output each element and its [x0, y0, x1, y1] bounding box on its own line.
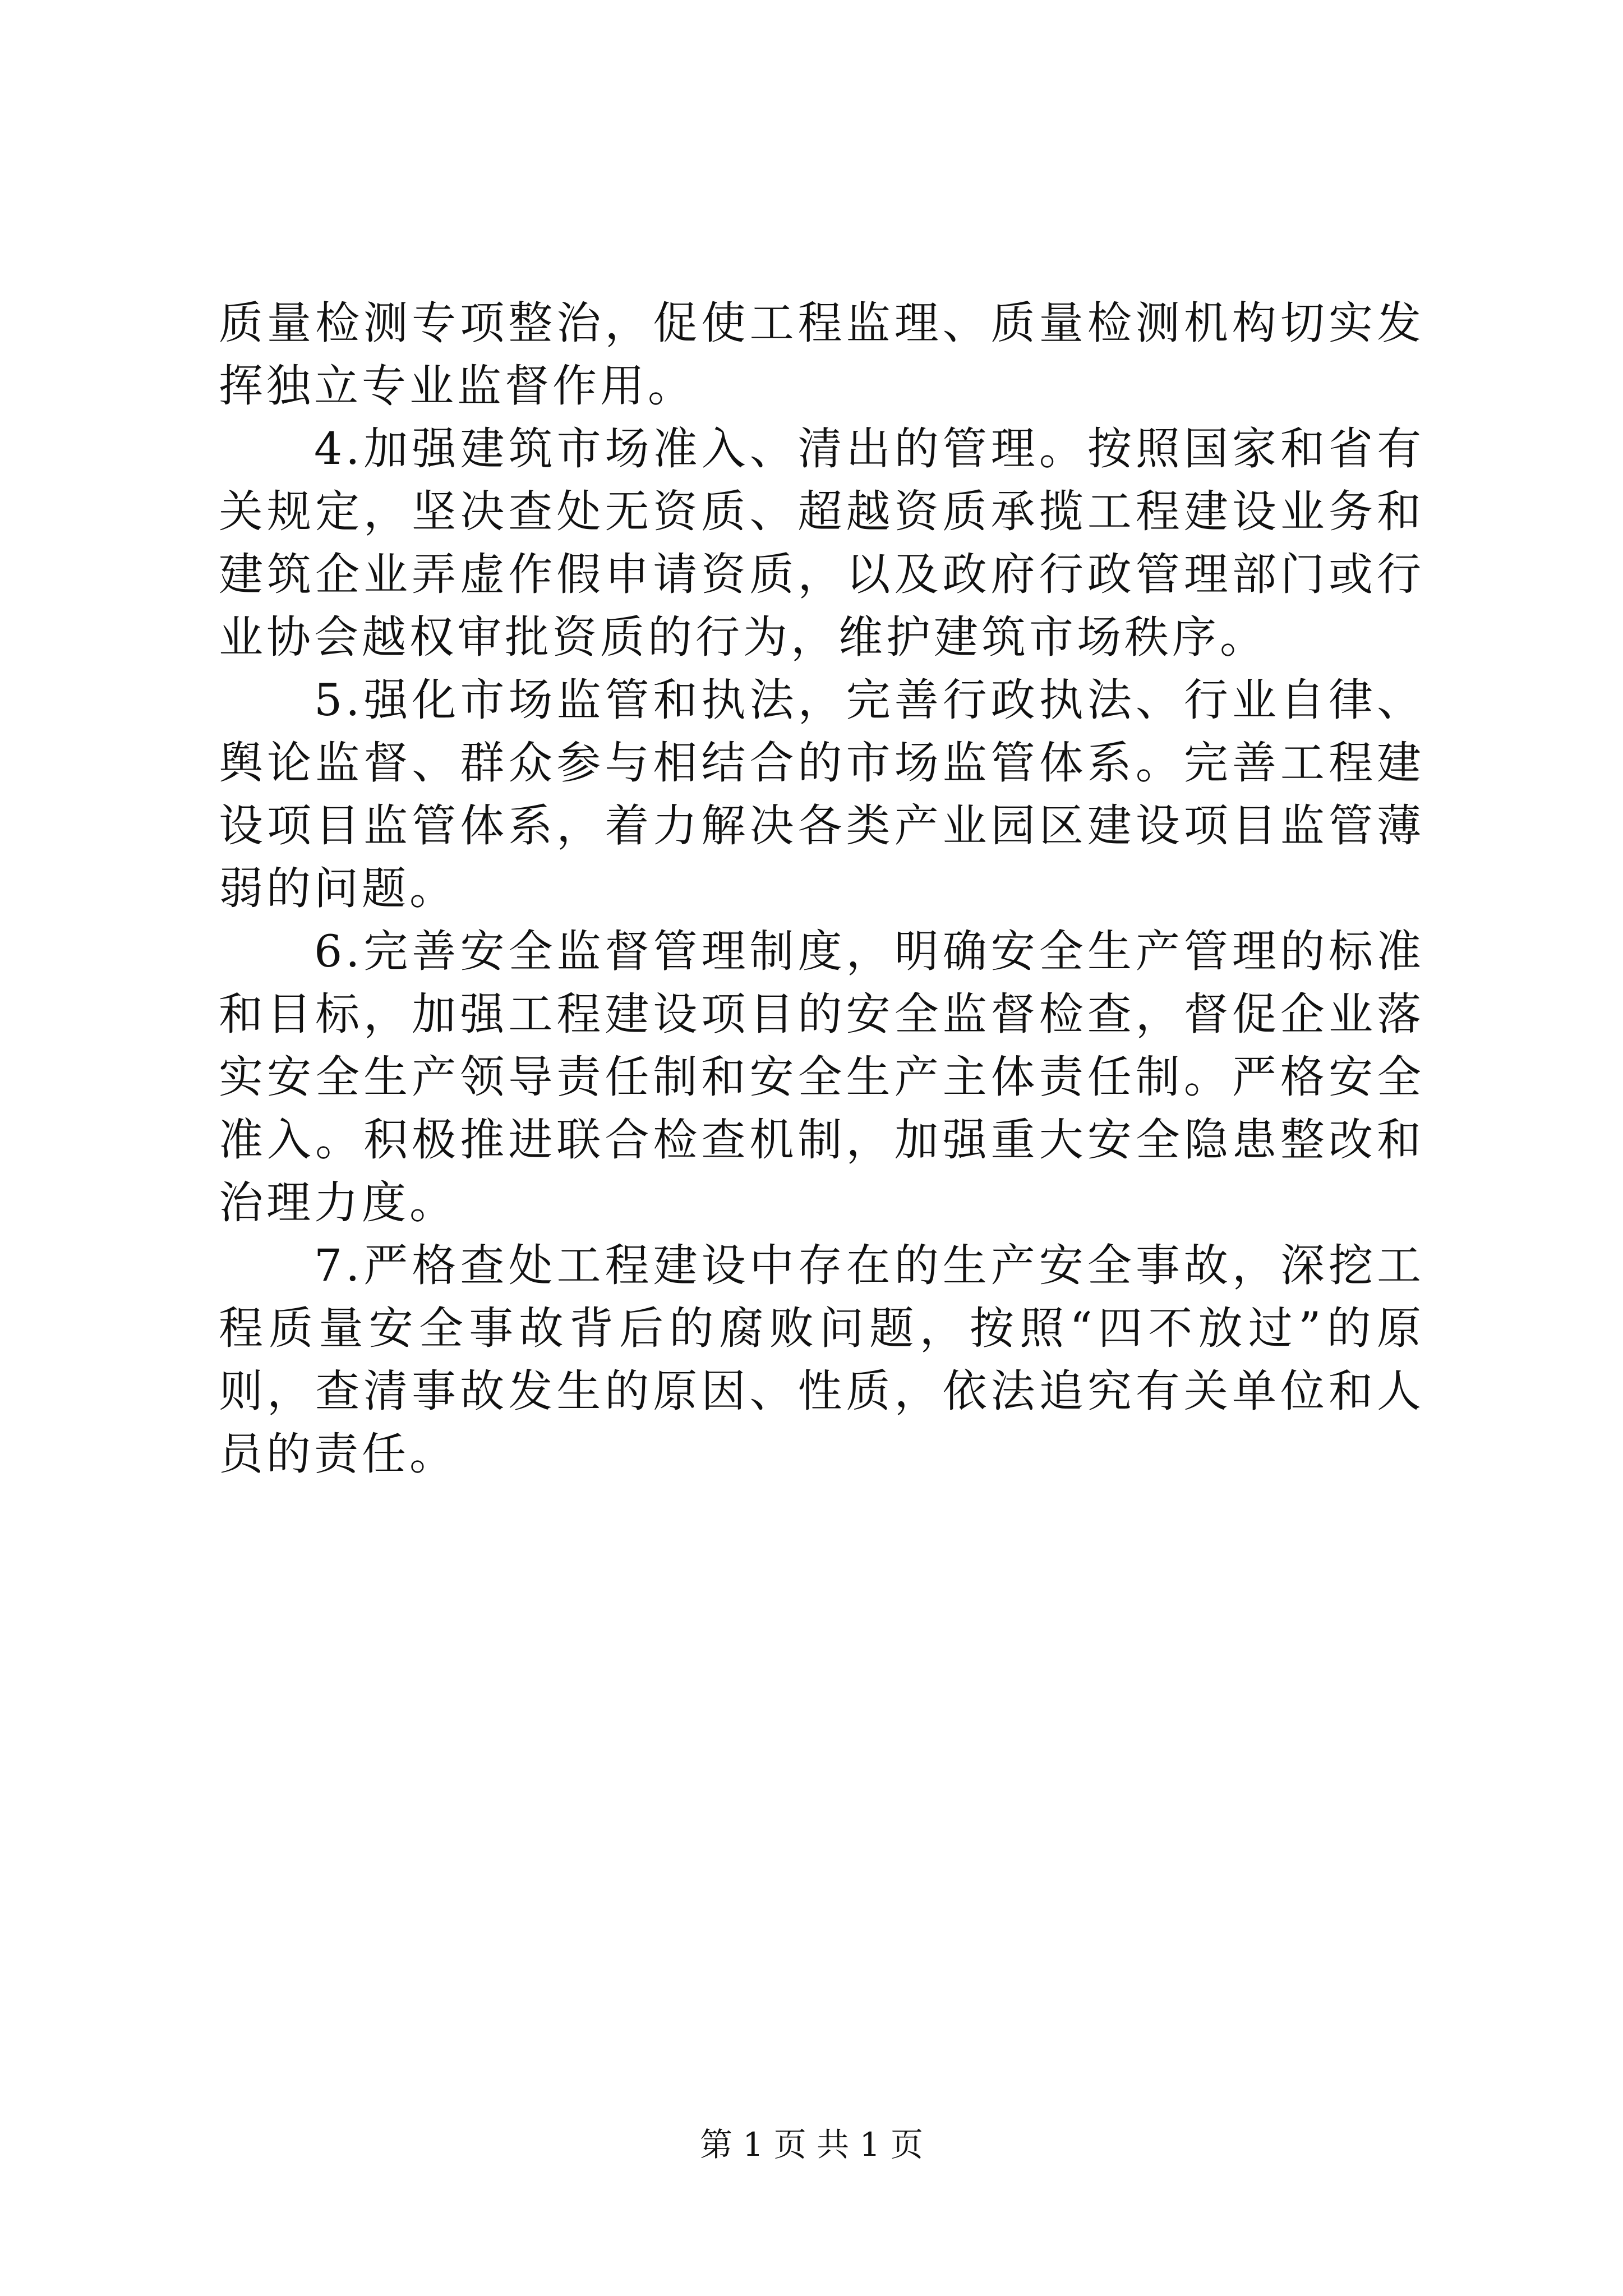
paragraph-item-7: 7.严格查处工程建设中存在的生产安全事故，深挖工程质量安全事故背后的腐败问题，按照“四不放过”的原则，查清事故发生的原因、性质，依法追究有关单位和人员的责任。: [219, 1240, 1424, 1480]
document-body: [219, 292, 1424, 1485]
page-number-footer: 第 1 页 共 1 页: [700, 2125, 923, 2164]
paragraph-item-6: 6.完善安全监督管理制度，明确安全生产管理的标准和目标，加强工程建设项目的安全监督检查，督促企业落实安全生产领导责任制和安全生产主体责任制。严格安全准入。积极推进联合检查机制，加强重大安全隐患整改和治理力度。: [219, 926, 1424, 1228]
paragraph-item-5: 5.强化市场监管和执法，完善行政执法、行业自律、舆论监督、群众参与相结合的市场监管体系。完善工程建设项目监管体系，着力解决各类产业园区建设项目监管薄弱的问题。: [219, 674, 1424, 914]
paragraph-item-4: 4.加强建筑市场准入、清出的管理。按照国家和省有关规定，坚决查处无资质、超越资质承揽工程建设业务和建筑企业弄虚作假申请资质，以及政府行政管理部门或行业协会越权审批资质的行为，维护建筑市场秩序。: [219, 423, 1424, 663]
paragraph-continuation: 质量检测专项整治，促使工程监理、质量检测机构切实发挥独立专业监督作用。: [219, 297, 1424, 412]
